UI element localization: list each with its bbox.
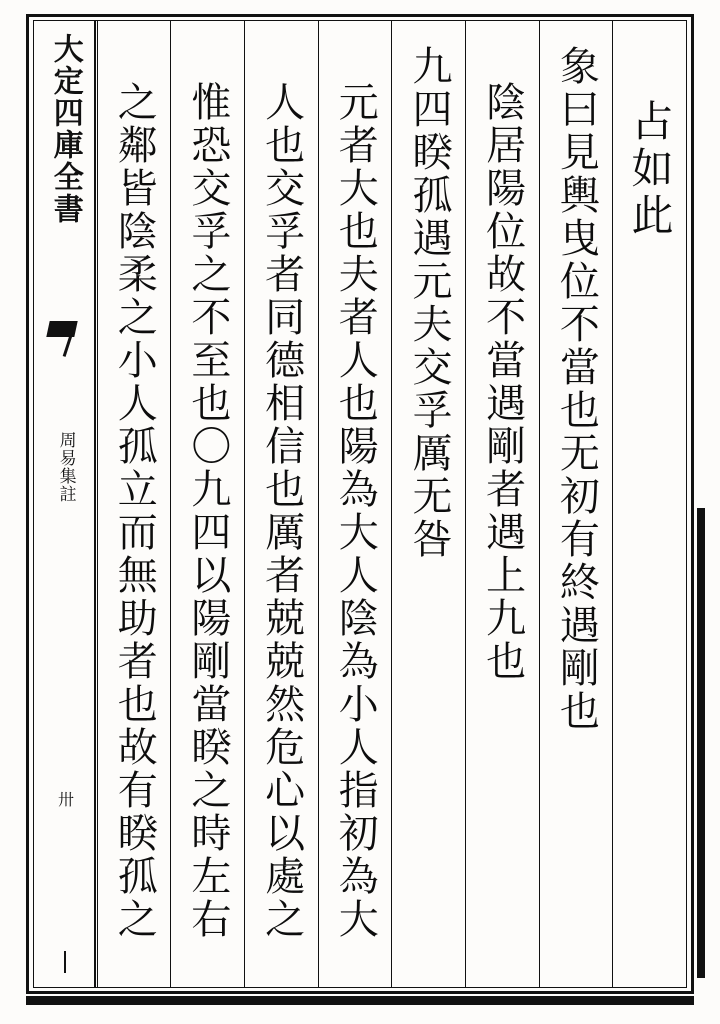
text-column-8 [97, 21, 171, 987]
page-number-text: 卅 [55, 791, 75, 807]
margin-header-text: 大定四庫全書 [47, 33, 83, 225]
fishtail-ornament-icon [48, 321, 82, 355]
margin-header [34, 23, 96, 313]
page-number [34, 791, 96, 807]
text-column-5-text: 元者大也夫者人也陽為大人陰為小人指初為大 [332, 81, 379, 941]
text-body [96, 21, 686, 987]
text-column-7 [170, 21, 244, 987]
text-column-2-text: 象曰見輿曳位不當也无初有終遇剛也 [553, 45, 600, 733]
text-column-3-text: 陰居陽位故不當遇剛者遇上九也 [479, 81, 526, 683]
text-column-4 [391, 21, 465, 987]
page-right-rule [697, 508, 705, 978]
margin-book-title [34, 431, 96, 503]
text-column-6-text: 人也交孚者同德相信也厲者兢兢然危心以處之 [258, 81, 305, 941]
text-column-1-text: 占如此 [625, 99, 675, 240]
text-column-4-text: 九四睽孤遇元夫交孚厲无咎 [405, 45, 452, 561]
page-bottom-rule [26, 996, 694, 1005]
center-fold-column [34, 21, 96, 987]
text-column-1 [612, 21, 686, 987]
margin-tick-mark [64, 951, 66, 973]
text-column-2 [539, 21, 613, 987]
text-column-3 [465, 21, 539, 987]
text-column-6 [244, 21, 318, 987]
text-column-8-text: 之鄰皆陰柔之小人孤立而無助者也故有睽孤之 [111, 81, 158, 941]
text-column-5 [318, 21, 392, 987]
text-column-7-text: 惟恐交孚之不至也〇九四以陽剛當睽之時左右 [184, 81, 231, 941]
margin-book-title-text: 周易集註 [55, 431, 76, 503]
